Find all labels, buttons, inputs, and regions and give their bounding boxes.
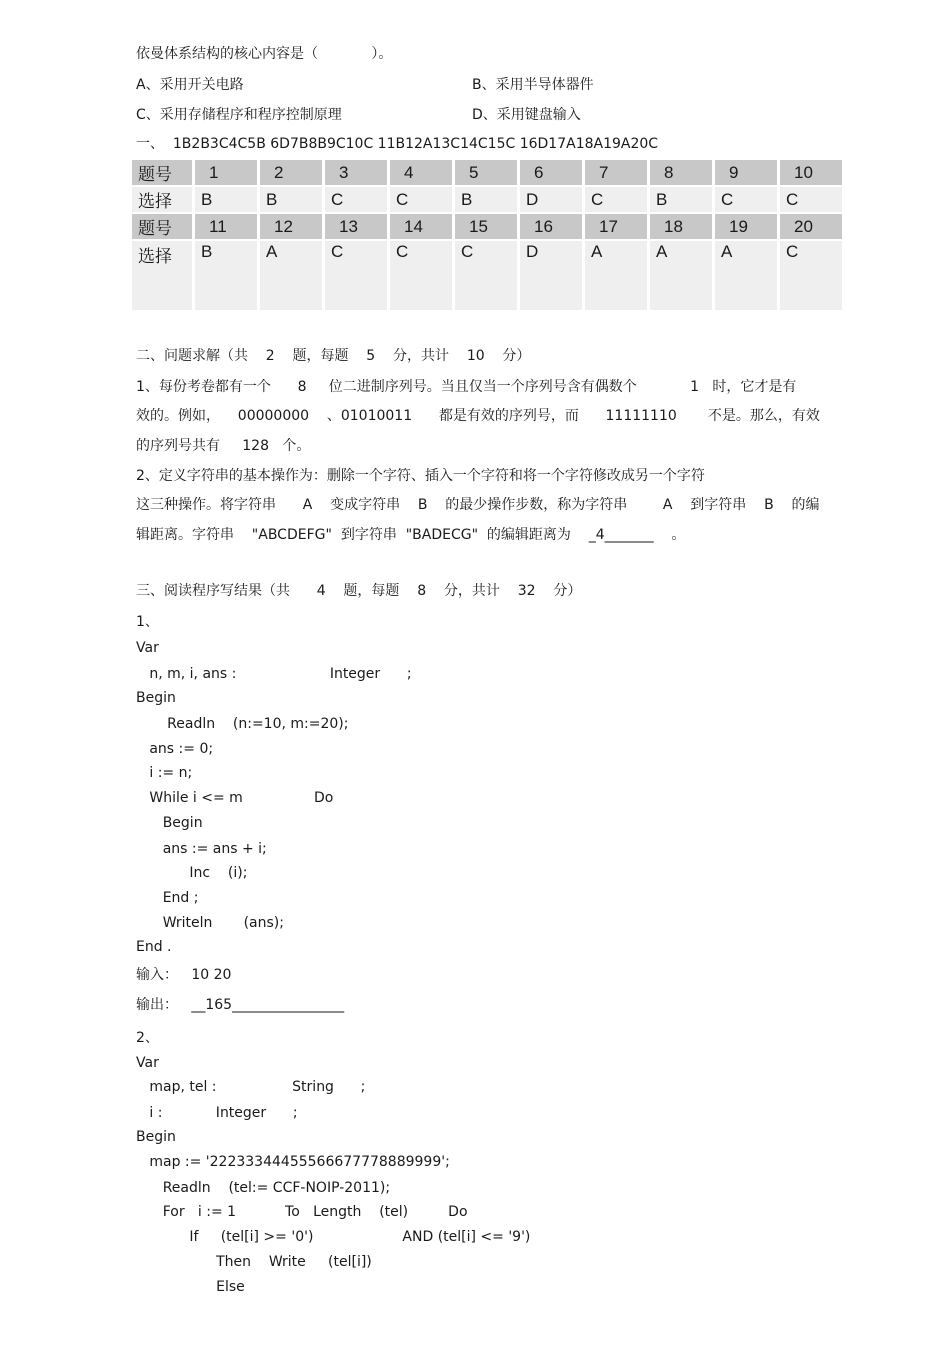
- table-cell: 1: [195, 160, 257, 185]
- code-line: Writeln (ans);: [136, 915, 284, 931]
- table-cell: 14: [390, 214, 452, 239]
- section2-q1-line3: 的序列号共有 128 个。: [136, 438, 311, 454]
- program1-label: 1、: [136, 614, 159, 630]
- table-cell: 2: [260, 160, 322, 185]
- table-cell: A: [585, 241, 647, 310]
- table-cell: 20: [780, 214, 842, 239]
- table-cell: A: [260, 241, 322, 310]
- code-line: i := n;: [136, 765, 193, 781]
- code-line: map, tel : String ;: [136, 1079, 366, 1095]
- code-line: Var: [136, 1055, 159, 1071]
- table-cell: B: [195, 187, 257, 212]
- table-cell: B: [195, 241, 257, 310]
- table-cell: D: [520, 187, 582, 212]
- table-cell: 16: [520, 214, 582, 239]
- table-cell: 7: [585, 160, 647, 185]
- code-line: Begin: [136, 1129, 176, 1145]
- table-cell: 5: [455, 160, 517, 185]
- section1-title: 一、 1B2B3C4C5B 6D7B8B9C10C 11B12A13C14C15C 16D17A18A19A20C: [136, 136, 659, 152]
- table-cell: 11: [195, 214, 257, 239]
- table-cell: C: [455, 241, 517, 310]
- program1-input: 输入： 10 20: [136, 967, 232, 983]
- table-cell: C: [325, 241, 387, 310]
- table-cell: A: [650, 241, 712, 310]
- table-cell: A: [715, 241, 777, 310]
- code-line: Begin: [136, 690, 176, 706]
- code-line: End ;: [136, 890, 199, 906]
- table-cell: C: [325, 187, 387, 212]
- table-cell: 13: [325, 214, 387, 239]
- code-line: For i := 1 To Length (tel) Do: [136, 1204, 468, 1220]
- table-cell: 18: [650, 214, 712, 239]
- code-line: ans := 0;: [136, 741, 214, 757]
- section2-q1-line2: 效的。例如， 00000000 、01010011 都是有效的序列号，而 11111110 不是。那么，有效: [136, 408, 820, 424]
- code-line: ans := ans + i;: [136, 841, 267, 857]
- table-cell: B: [260, 187, 322, 212]
- code-line: If (tel[i] >= '0') AND (tel[i] <= '9'): [136, 1229, 531, 1245]
- option-b: B、采用半导体器件: [472, 77, 594, 93]
- row-label: 选择: [132, 241, 192, 310]
- table-cell: 15: [455, 214, 517, 239]
- table-row-num-1: [132, 160, 842, 185]
- row-label: 题号: [132, 160, 192, 185]
- table-cell: C: [715, 187, 777, 212]
- table-row-choice-1: [132, 187, 842, 212]
- section2-q1-line1: 1、每份考卷都有一个 8 位二进制序列号。当且仅当一个序列号含有偶数个 1 时，它才是有: [136, 379, 797, 395]
- section2-q2-line3: 辑距离。字符串 "ABCDEFG" 到字符串 "BADECG" 的编辑距离为 _4_______ 。: [136, 527, 686, 543]
- table-row-num-2: [132, 214, 842, 239]
- table-cell: 17: [585, 214, 647, 239]
- table-cell: 10: [780, 160, 842, 185]
- option-d: D、采用键盘输入: [472, 107, 581, 123]
- section2-title: 二、问题求解（共 2 题，每题 5 分，共计 10 分）: [136, 348, 531, 364]
- program2-label: 2、: [136, 1030, 159, 1046]
- table-cell: B: [455, 187, 517, 212]
- section3-title: 三、阅读程序写结果（共 4 题，每题 8 分，共计 32 分）: [136, 583, 582, 599]
- code-line: Then Write (tel[i]): [136, 1254, 372, 1270]
- table-cell: 3: [325, 160, 387, 185]
- section2-q2-line2: 这三种操作。将字符串 A 变成字符串 B 的最少操作步数，称为字符串 A 到字符串 B 的编: [136, 497, 820, 513]
- code-line: map := '22233344455566677778889999';: [136, 1154, 450, 1170]
- code-line: Begin: [136, 815, 203, 831]
- program1-output: 输出： __165________________: [136, 997, 345, 1013]
- answer-table: [129, 158, 845, 312]
- table-cell: C: [780, 187, 842, 212]
- section2-q2-line1: 2、定义字符串的基本操作为：删除一个字符、插入一个字符和将一个字符修改成另一个字符: [136, 468, 705, 484]
- table-cell: C: [780, 241, 842, 310]
- table-cell: 4: [390, 160, 452, 185]
- code-line: Readln (tel:= CCF-NOIP-2011);: [136, 1180, 391, 1196]
- table-row-choice-2: [132, 241, 842, 310]
- table-cell: B: [650, 187, 712, 212]
- code-line: While i <= m Do: [136, 790, 334, 806]
- table-cell: D: [520, 241, 582, 310]
- table-cell: 6: [520, 160, 582, 185]
- table-cell: 12: [260, 214, 322, 239]
- table-cell: C: [390, 187, 452, 212]
- question-stem: 依曼体系结构的核心内容是（ ）。: [136, 46, 393, 62]
- table-cell: C: [585, 187, 647, 212]
- option-a: A、采用开关电路: [136, 77, 244, 93]
- code-line: i : Integer ;: [136, 1105, 298, 1121]
- table-cell: 19: [715, 214, 777, 239]
- code-line: Readln (n:=10, m:=20);: [136, 716, 349, 732]
- code-line: Inc (i);: [136, 865, 248, 881]
- row-label: 选择: [132, 187, 192, 212]
- table-cell: 8: [650, 160, 712, 185]
- code-line: Var: [136, 640, 159, 656]
- table-cell: C: [390, 241, 452, 310]
- code-line: n, m, i, ans : Integer ;: [136, 666, 412, 682]
- code-line: End .: [136, 939, 172, 955]
- code-line: Else: [136, 1279, 245, 1295]
- row-label: 题号: [132, 214, 192, 239]
- table-cell: 9: [715, 160, 777, 185]
- option-c: C、采用存储程序和程序控制原理: [136, 107, 342, 123]
